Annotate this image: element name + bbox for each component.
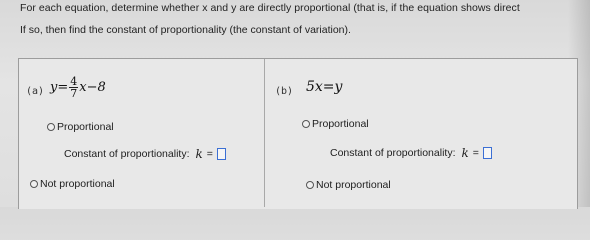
part-b-proportional-option[interactable]: [302, 118, 369, 130]
part-b-label: (b): [275, 86, 294, 97]
part-a-proportional-radio[interactable]: [47, 123, 55, 131]
part-a-fraction-denominator: 7: [70, 87, 78, 100]
part-b-equals: =: [472, 147, 479, 159]
part-a-not-proportional-radio[interactable]: [30, 180, 38, 188]
part-a-proportional-option[interactable]: [47, 121, 114, 133]
part-a-fraction: [69, 76, 78, 99]
part-a-not-proportional-label: Not proportional: [40, 178, 115, 190]
instructions-line-1: For each equation, determine whether x and y are directly proportional (that is, if the equation shows direct: [20, 2, 520, 14]
part-b-equation: 5x=y: [306, 79, 343, 95]
part-a-constant-row: [64, 147, 226, 161]
part-a-proportional-label: Proportional: [57, 121, 114, 133]
part-a-equation-rhs: x−8: [79, 80, 106, 95]
column-divider: [264, 59, 265, 207]
part-b-constant-input[interactable]: [483, 147, 492, 159]
part-b-proportional-label: Proportional: [312, 118, 369, 130]
part-b-constant-label: Constant of proportionality:: [330, 147, 456, 159]
part-a-equation: [50, 76, 106, 99]
part-a-constant-label: Constant of proportionality:: [64, 148, 190, 160]
part-a-constant-input[interactable]: [217, 148, 226, 160]
part-b-not-proportional-label: Not proportional: [316, 179, 391, 191]
part-a-equation-lhs: y=: [50, 80, 69, 95]
part-a-fraction-numerator: 4: [70, 75, 78, 88]
part-b-k-symbol: k: [461, 146, 469, 160]
part-b-not-proportional-option[interactable]: [306, 179, 391, 191]
part-a-equals: =: [206, 148, 213, 160]
part-a-k-symbol: k: [195, 147, 203, 161]
instructions-line-2: If so, then find the constant of proportionality (the constant of variation).: [20, 24, 351, 36]
part-a-label: (a): [26, 86, 45, 97]
part-a-not-proportional-option[interactable]: [30, 178, 115, 190]
part-b-proportional-radio[interactable]: [302, 120, 310, 128]
part-b-constant-row: [330, 146, 492, 160]
part-b-not-proportional-radio[interactable]: [306, 181, 314, 189]
